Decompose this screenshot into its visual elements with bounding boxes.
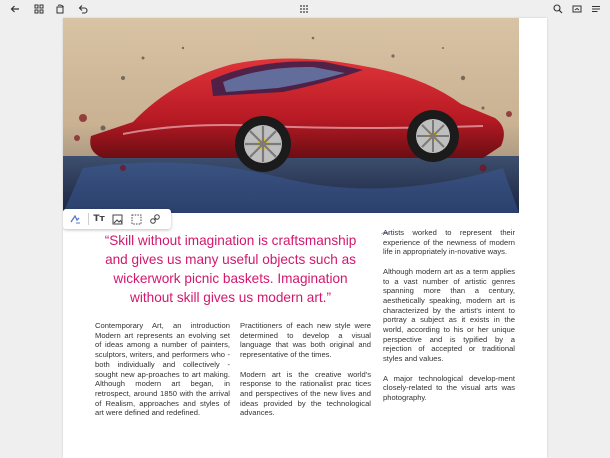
top-toolbar (0, 0, 610, 18)
right-column (383, 228, 515, 412)
pull-quote: “Skill without imagination is craftsmanship and gives us many useful objects such as wickerwork picnic baskets. Imagination without skill gives us modern art.” (104, 233, 357, 305)
back-arrow-icon[interactable] (9, 3, 21, 15)
document-page (63, 18, 547, 458)
paragraph: A major technological develop-ment closely-related to the visual arts was photography. (383, 373, 515, 402)
hero-image (63, 18, 519, 213)
style-icon[interactable] (69, 213, 81, 225)
floating-edit-toolbar (63, 209, 171, 229)
car-illustration (63, 18, 519, 213)
text-format-icon[interactable]: Tт (93, 214, 105, 224)
middle-column (240, 321, 371, 428)
link-icon[interactable] (149, 213, 161, 225)
screen-share-icon[interactable] (571, 3, 583, 15)
search-icon[interactable] (552, 3, 564, 15)
rotate-icon[interactable] (54, 3, 66, 15)
paragraph: Although modern art as a term applies to a vast number of artistic genres spanning more than a century, aesthetically speaking, modern art is characterized by the artist's intent to portray a subject as it exists in the world, according to his or her unique perspective and is typified by a rejection of accepted or traditional styles and values. (383, 266, 515, 364)
menu-lines-icon[interactable] (590, 3, 602, 15)
toolbar-divider (88, 213, 89, 225)
paragraph: Artists worked to represent their experience of the newness of modern life in appropriately in-novative ways. (383, 228, 515, 257)
grid-icon[interactable] (33, 3, 45, 15)
apps-grid-icon[interactable] (298, 3, 310, 15)
left-column (95, 321, 230, 428)
paragraph: Practitioners of each new style were determined to develop a visual language that was both original and representative of the times. (240, 321, 371, 360)
paragraph: Contemporary Art, an introduction Modern art represents an evolving set of ideas among a number of painters, sculptors, writers, and performers who - both individually and collectively - sought new ap-proaches to art making. Although modern art began, in retrospect, around 1850 with the arrival of Realism, approaches and styles of art were defined and redefined. (95, 321, 230, 418)
selection-icon[interactable] (130, 213, 142, 225)
undo-icon[interactable] (77, 3, 89, 15)
image-icon[interactable] (111, 213, 123, 225)
paragraph: Modern art is the creative world's response to the rationalist prac tices and perspectives of the new lives and ideas provided by the technological advances. (240, 369, 371, 418)
